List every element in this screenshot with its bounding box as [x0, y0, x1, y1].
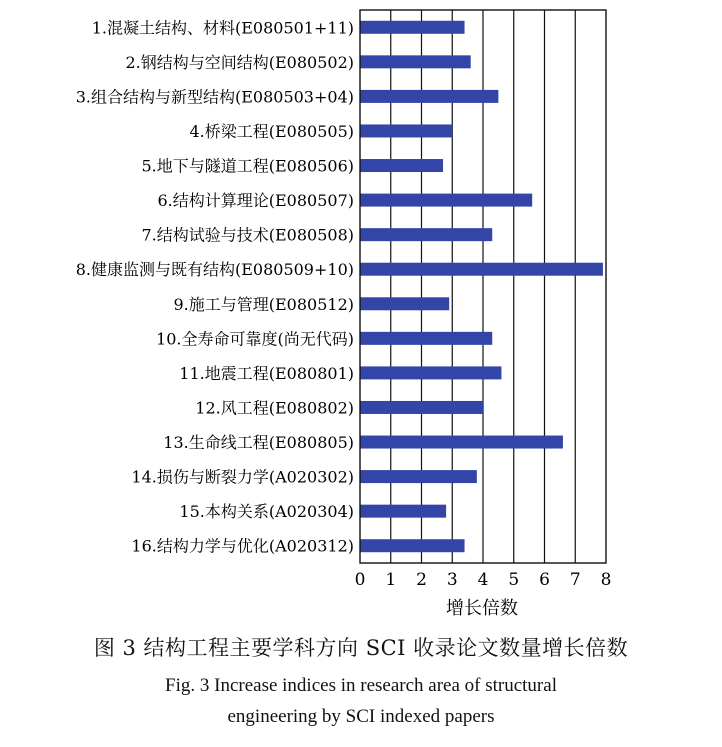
x-tick-label: 0 — [354, 570, 366, 590]
bar — [360, 505, 446, 518]
category-label: 7.结构试验与技术(E080508) — [141, 225, 354, 245]
category-label: 10.全寿命可靠度(尚无代码) — [156, 329, 354, 349]
category-label: 3.组合结构与新型结构(E080503+04) — [75, 87, 354, 107]
x-tick-labels — [355, 570, 612, 590]
bar — [360, 297, 449, 310]
category-label: 5.地下与隧道工程(E080506) — [141, 156, 354, 176]
bar — [360, 332, 492, 345]
figure-caption-chinese: 图 3 结构工程主要学科方向 SCI 收录论文数量增长倍数 — [93, 636, 629, 660]
x-tick-label: 6 — [539, 570, 550, 590]
category-label: 15.本构关系(A020304) — [179, 502, 354, 522]
bar — [360, 55, 471, 68]
category-label: 6.结构计算理论(E080507) — [157, 191, 354, 211]
x-tick-label: 3 — [446, 570, 458, 590]
bar — [360, 21, 465, 34]
category-label: 16.结构力学与优化(A020312) — [131, 536, 354, 556]
bar — [360, 436, 563, 449]
category-label: 1.混凝土结构、材料(E080501+11) — [91, 18, 354, 38]
x-tick-label: 7 — [569, 570, 581, 590]
figure-caption-english-line1: Fig. 3 Increase indices in research area of structural — [165, 675, 557, 696]
x-tick-label: 2 — [416, 570, 427, 590]
category-label: 13.生命线工程(E080805) — [163, 433, 354, 453]
bar — [360, 159, 443, 172]
bar — [360, 401, 483, 414]
bar — [360, 90, 498, 103]
category-label: 4.桥梁工程(E080505) — [189, 121, 354, 141]
x-axis-label: 增长倍数 — [446, 598, 518, 619]
category-labels — [76, 18, 354, 555]
bar — [360, 539, 465, 552]
x-tick-label: 4 — [477, 570, 489, 590]
category-label: 12.风工程(E080802) — [195, 398, 354, 418]
bar — [360, 194, 532, 207]
bar — [360, 263, 603, 276]
bar — [360, 228, 492, 241]
category-label: 2.钢结构与空间结构(E080502) — [125, 52, 354, 72]
category-label: 9.施工与管理(E080512) — [173, 294, 354, 314]
bars — [360, 21, 603, 552]
x-tick-label: 5 — [508, 570, 520, 590]
figure-caption-english-line2: engineering by SCI indexed papers — [227, 706, 495, 727]
x-tick-label: 1 — [385, 570, 397, 590]
category-label: 14.损伤与断裂力学(A020302) — [131, 467, 354, 487]
category-label: 11.地震工程(E080801) — [179, 363, 354, 383]
x-tick-label: 8 — [600, 570, 612, 590]
category-label: 8.健康监测与既有结构(E080509+10) — [75, 260, 354, 280]
bar — [360, 124, 452, 137]
bar — [360, 470, 477, 483]
bar — [360, 366, 501, 379]
